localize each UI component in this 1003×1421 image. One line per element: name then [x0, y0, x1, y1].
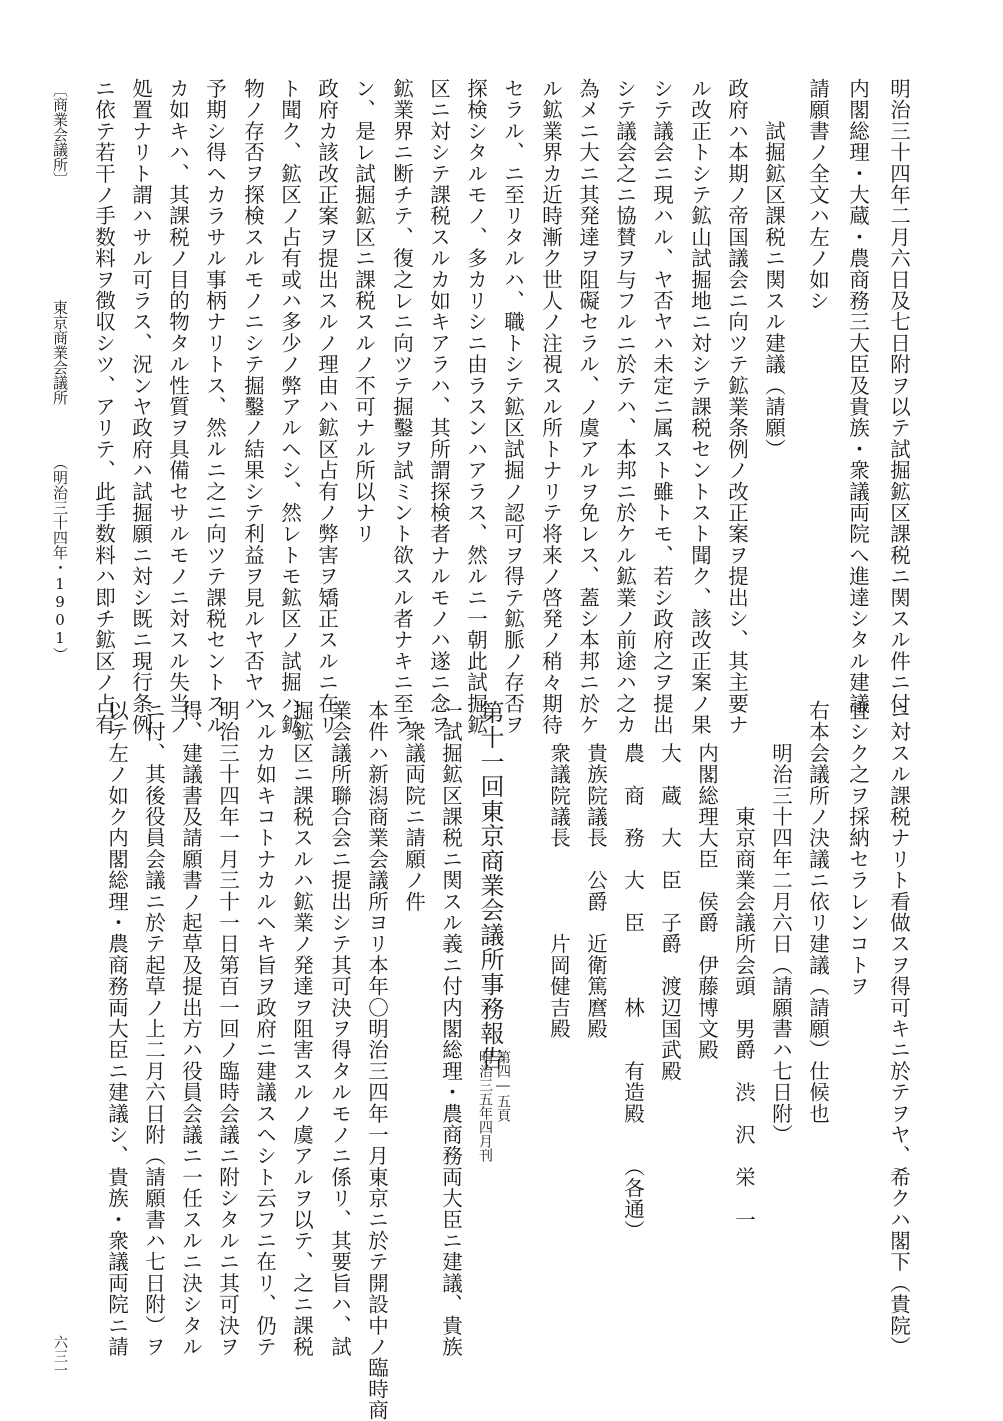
report-date-note: 明治三五年四月刊: [477, 1050, 493, 1162]
addressee-line: 農 商 務 大 臣 林 有造殿 （各通）: [620, 700, 645, 1241]
text-line: 掘鉱区ニ課税スルハ鉱業ノ発達ヲ阻害スルノ虞アルヲ以テ、之ニ課税: [289, 700, 314, 1358]
text-line: ニ依テ若干ノ手数料ヲ徴収シツ、アリテ、此手数料ハ即チ鉱区ノ占有: [91, 78, 116, 736]
text-line: 業会議所聯合会ニ提出シテ其可決ヲ得タルモノニ係リ、其要旨ハ、試: [327, 700, 352, 1358]
text-line: 一試掘鉱区課税ニ関スル義ニ付内閣総理・農商務両大臣ニ建議、貴族: [438, 700, 463, 1358]
text-line: カ如キハ、其課税ノ目的物タル性質ヲ具備セサルモノニ対スル失当ノ: [165, 78, 190, 736]
addressee-line: 内閣総理大臣 侯爵 伊藤博文殿: [694, 700, 719, 1061]
source-org: 東京商業会議所: [51, 300, 69, 405]
section-heading: 試掘鉱区課税ニ関スル建議（請願）: [761, 78, 786, 460]
text-line: シテ議会之ニ協賛ヲ与フルニ於テハ、本邦ニ於ケル鉱業ノ前途ハ之カ: [612, 78, 637, 736]
text-line: ン、是レ試掘鉱区ニ課税スルノ不可ナル所以ナリ: [351, 78, 376, 545]
text-line: 宜シク之ヲ採納セラレンコトヲ: [845, 700, 870, 997]
text-line: シテ議会ニ現ハル、ヤ否ヤハ未定ニ属スト雖トモ、若シ政府之ヲ提出: [649, 78, 674, 736]
source-bracket: 〔商業会議所〕: [51, 82, 69, 187]
text-line: ニ付、其後役員会議ニ於テ起草ノ上二月六日附（請願書ハ七日附）ヲ: [141, 700, 166, 1358]
addressee-line: 衆議院議長 片岡健吉殿: [546, 700, 571, 1040]
text-line: セラル、ニ至リタルハ、職トシテ鉱区試掘ノ認可ヲ得テ鉱脈ノ存否ヲ: [500, 78, 525, 736]
date-line: 明治三十四年二月六日（請願書ハ七日附）: [768, 700, 793, 1146]
addressee-line: 大 蔵 大 臣 子爵 渡辺国武殿: [657, 700, 682, 1082]
text-line: 政府カ該改正案ヲ提出スルノ理由ハ鉱区占有ノ弊害ヲ矯正スルニ在リ: [314, 78, 339, 736]
addressee-line: 貴族院議長 公爵 近衛篤麿殿: [583, 700, 608, 1040]
signature-line: 東京商業会議所会頭 男爵 渋 沢 栄 一: [731, 700, 756, 1230]
report-title: 第十一回東京商業会議所事務報告: [476, 700, 504, 1071]
text-line: 政府ハ本期ノ帝国議会ニ向ツテ鉱業条例ノ改正案ヲ提出シ、其主要ナ: [724, 78, 749, 736]
text-line: ニ対スル課税ナリト看做スヲ得可キニ於テヲヤ、希クハ閣下（貴院）: [886, 700, 911, 1358]
text-line: 物ノ存否ヲ探検スルモノニシテ掘鑿ノ結果シテ利益ヲ見ルヤ否ヤハ: [240, 78, 265, 714]
text-line: ト聞ク、鉱区ノ占有或ハ多少ノ弊アルヘシ、然レトモ鉱区ノ試掘ハ鉱: [277, 78, 302, 736]
text-line: 明治三十四年一月三十一日第百一回ノ臨時会議ニ附シタルニ其可決ヲ: [215, 700, 240, 1358]
page-number: 六三一: [52, 1335, 68, 1377]
text-line: 本件ハ新潟商業会議所ヨリ本年〇明治三四年一月東京ニ於テ開設中ノ臨時商: [364, 700, 389, 1421]
text-line: 探検シタルモノ、多カリシニ由ラスンハアラス、然ルニ一朝此試掘鉱: [463, 78, 488, 736]
text-line: 請願書ノ全文ハ左ノ如シ: [805, 78, 830, 312]
text-line: 鉱業界ニ断チテ、復之レニ向ツテ掘鑿ヲ試ミント欲スル者ナキニ至ラ: [389, 78, 414, 736]
text-line: 右本会議所ノ決議ニ依リ建議（請願）仕候也: [805, 700, 830, 1124]
text-line: 明治三十四年二月六日及七日附ヲ以テ試掘鉱区課税ニ関スル件ニ付: [886, 78, 911, 714]
text-line: ル改正トシテ鉱山試掘地ニ対シテ課税セントスト聞ク、該改正案ノ果: [687, 78, 712, 736]
text-line: 為メニ大ニ其発達ヲ阻礙セラル、ノ虞アルヲ免レス、蓋シ本邦ニ於ケ: [575, 78, 600, 736]
text-line: 処置ナリト謂ハサル可ラス、況ンヤ政府ハ試掘願ニ対シ既ニ現行条例: [128, 78, 153, 736]
text-line: 衆議両院ニ請願ノ件: [401, 700, 426, 912]
text-line: 予期シ得ヘカラサル事柄ナリトス、然ルニ之ニ向ツテ課税セントスル: [202, 78, 227, 736]
source-year: （明治三十四年・1901）: [51, 455, 69, 662]
text-line: 区ニ対シテ課税スルカ如キアラハ、其所謂探検者ナルモノハ遂ニ念ヲ: [426, 78, 451, 736]
report-page-note: 第四―五頁: [495, 1050, 511, 1122]
text-line: 以テ左ノ如ク内閣総理・農商務両大臣ニ建議シ、貴族・衆議両院ニ請: [104, 700, 129, 1358]
text-line: 得、建議書及請願書ノ起草及提出方ハ役員会議ニ一任スルニ決シタル: [178, 700, 203, 1358]
text-line: 内閣総理・大蔵・農商務三大臣及貴族・衆議両院へ進達シタル建議: [845, 78, 870, 714]
text-line: スルカ如キコトナカルヘキ旨ヲ政府ニ建議スヘシト云フニ在リ、仍テ: [252, 700, 277, 1358]
text-line: ル鉱業界カ近時漸ク世人ノ注視スル所トナリテ将来ノ啓発ノ稍々期待: [538, 78, 563, 736]
